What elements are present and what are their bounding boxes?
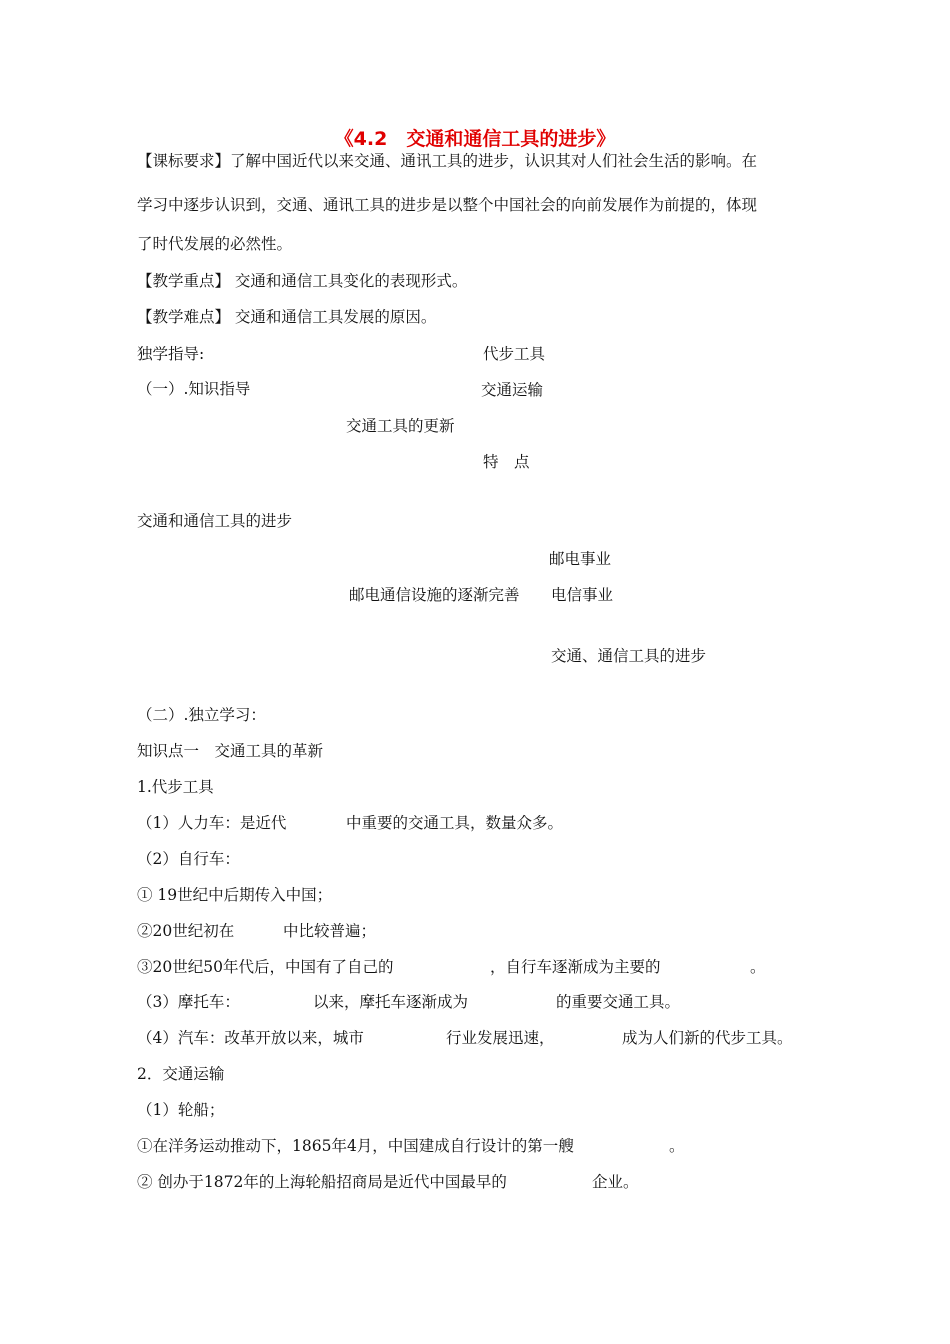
section-independent-study: （二）.独立学习： <box>137 706 266 724</box>
line-steamship-2a: ② 创办于1872年的上海轮船招商局是近代中国最早的 <box>137 1173 507 1191</box>
line-bicycle-2b: 中比较普遍； <box>283 922 377 940</box>
tree-branch-yunshu: 交通运输 <box>481 381 544 399</box>
line-car-b: 行业发展迅速， <box>446 1029 555 1047</box>
line-car-a: （4）汽车：改革开放以来，城市 <box>137 1029 364 1047</box>
teaching-difficult-point: 【教学难点】 交通和通信工具发展的原因。 <box>137 308 437 326</box>
subsection-daibu: 1.代步工具 <box>137 778 214 796</box>
line-bicycle-3b: ，自行车逐渐成为主要的 <box>490 958 661 976</box>
line-steamship-2b: 企业。 <box>592 1173 639 1191</box>
curriculum-requirement-line-3: 了时代发展的必然性。 <box>137 235 293 253</box>
line-bicycle-2a: ②20世纪初在 <box>137 922 235 940</box>
tree-node-progress: 交通、通信工具的进步 <box>551 647 707 665</box>
section-knowledge-guide: （一）.知识指导 <box>137 380 251 398</box>
line-car-c: 成为人们新的代步工具。 <box>622 1029 793 1047</box>
line-motorcycle-a: （3）摩托车： <box>137 993 240 1011</box>
tree-branch-dianxin: 电信事业 <box>551 586 614 604</box>
subsection-transport: 2．交通运输 <box>137 1065 225 1083</box>
line-bicycle-1: ① 19世纪中后期传入中国； <box>137 886 333 904</box>
line-rickshaw-a: （1）人力车：是近代 <box>137 814 287 832</box>
page-title: 《4.2 交通和通信工具的进步》 <box>334 128 616 150</box>
tree-branch-daibu: 代步工具 <box>483 345 546 363</box>
line-steamship: （1）轮船； <box>137 1101 225 1119</box>
curriculum-requirement-line-1: 【课标要求】了解中国近代以来交通、通讯工具的进步，认识其对人们社会生活的影响。在 <box>137 152 758 170</box>
teaching-key-point: 【教学重点】 交通和通信工具变化的表现形式。 <box>137 272 468 290</box>
line-steamship-1b: 。 <box>669 1137 685 1155</box>
line-bicycle-3a: ③20世纪50年代后，中国有了自己的 <box>137 958 394 976</box>
line-motorcycle-c: 的重要交通工具。 <box>556 993 681 1011</box>
curriculum-requirement-line-2: 学习中逐步认识到，交通、通讯工具的进步是以整个中国社会的向前发展作为前提的，体现 <box>137 196 758 214</box>
line-steamship-1a: ①在洋务运动推动下，1865年4月，中国建成自行设计的第一艘 <box>137 1137 574 1155</box>
tree-node-gengxin: 交通工具的更新 <box>346 417 455 435</box>
line-rickshaw-b: 中重要的交通工具，数量众多。 <box>346 814 564 832</box>
line-motorcycle-b: 以来，摩托车逐渐成为 <box>313 993 469 1011</box>
line-bicycle: （2）自行车： <box>137 850 240 868</box>
tree-node-youdian-wanshan: 邮电通信设施的逐渐完善 <box>349 586 520 604</box>
line-bicycle-3c: 。 <box>750 958 766 976</box>
guide-label: 独学指导: <box>137 345 205 363</box>
tree-root: 交通和通信工具的进步 <box>137 512 293 530</box>
tree-branch-youdian: 邮电事业 <box>549 550 612 568</box>
tree-branch-tedian: 特 点 <box>483 453 530 471</box>
knowledge-point-1: 知识点一 交通工具的革新 <box>137 742 324 760</box>
